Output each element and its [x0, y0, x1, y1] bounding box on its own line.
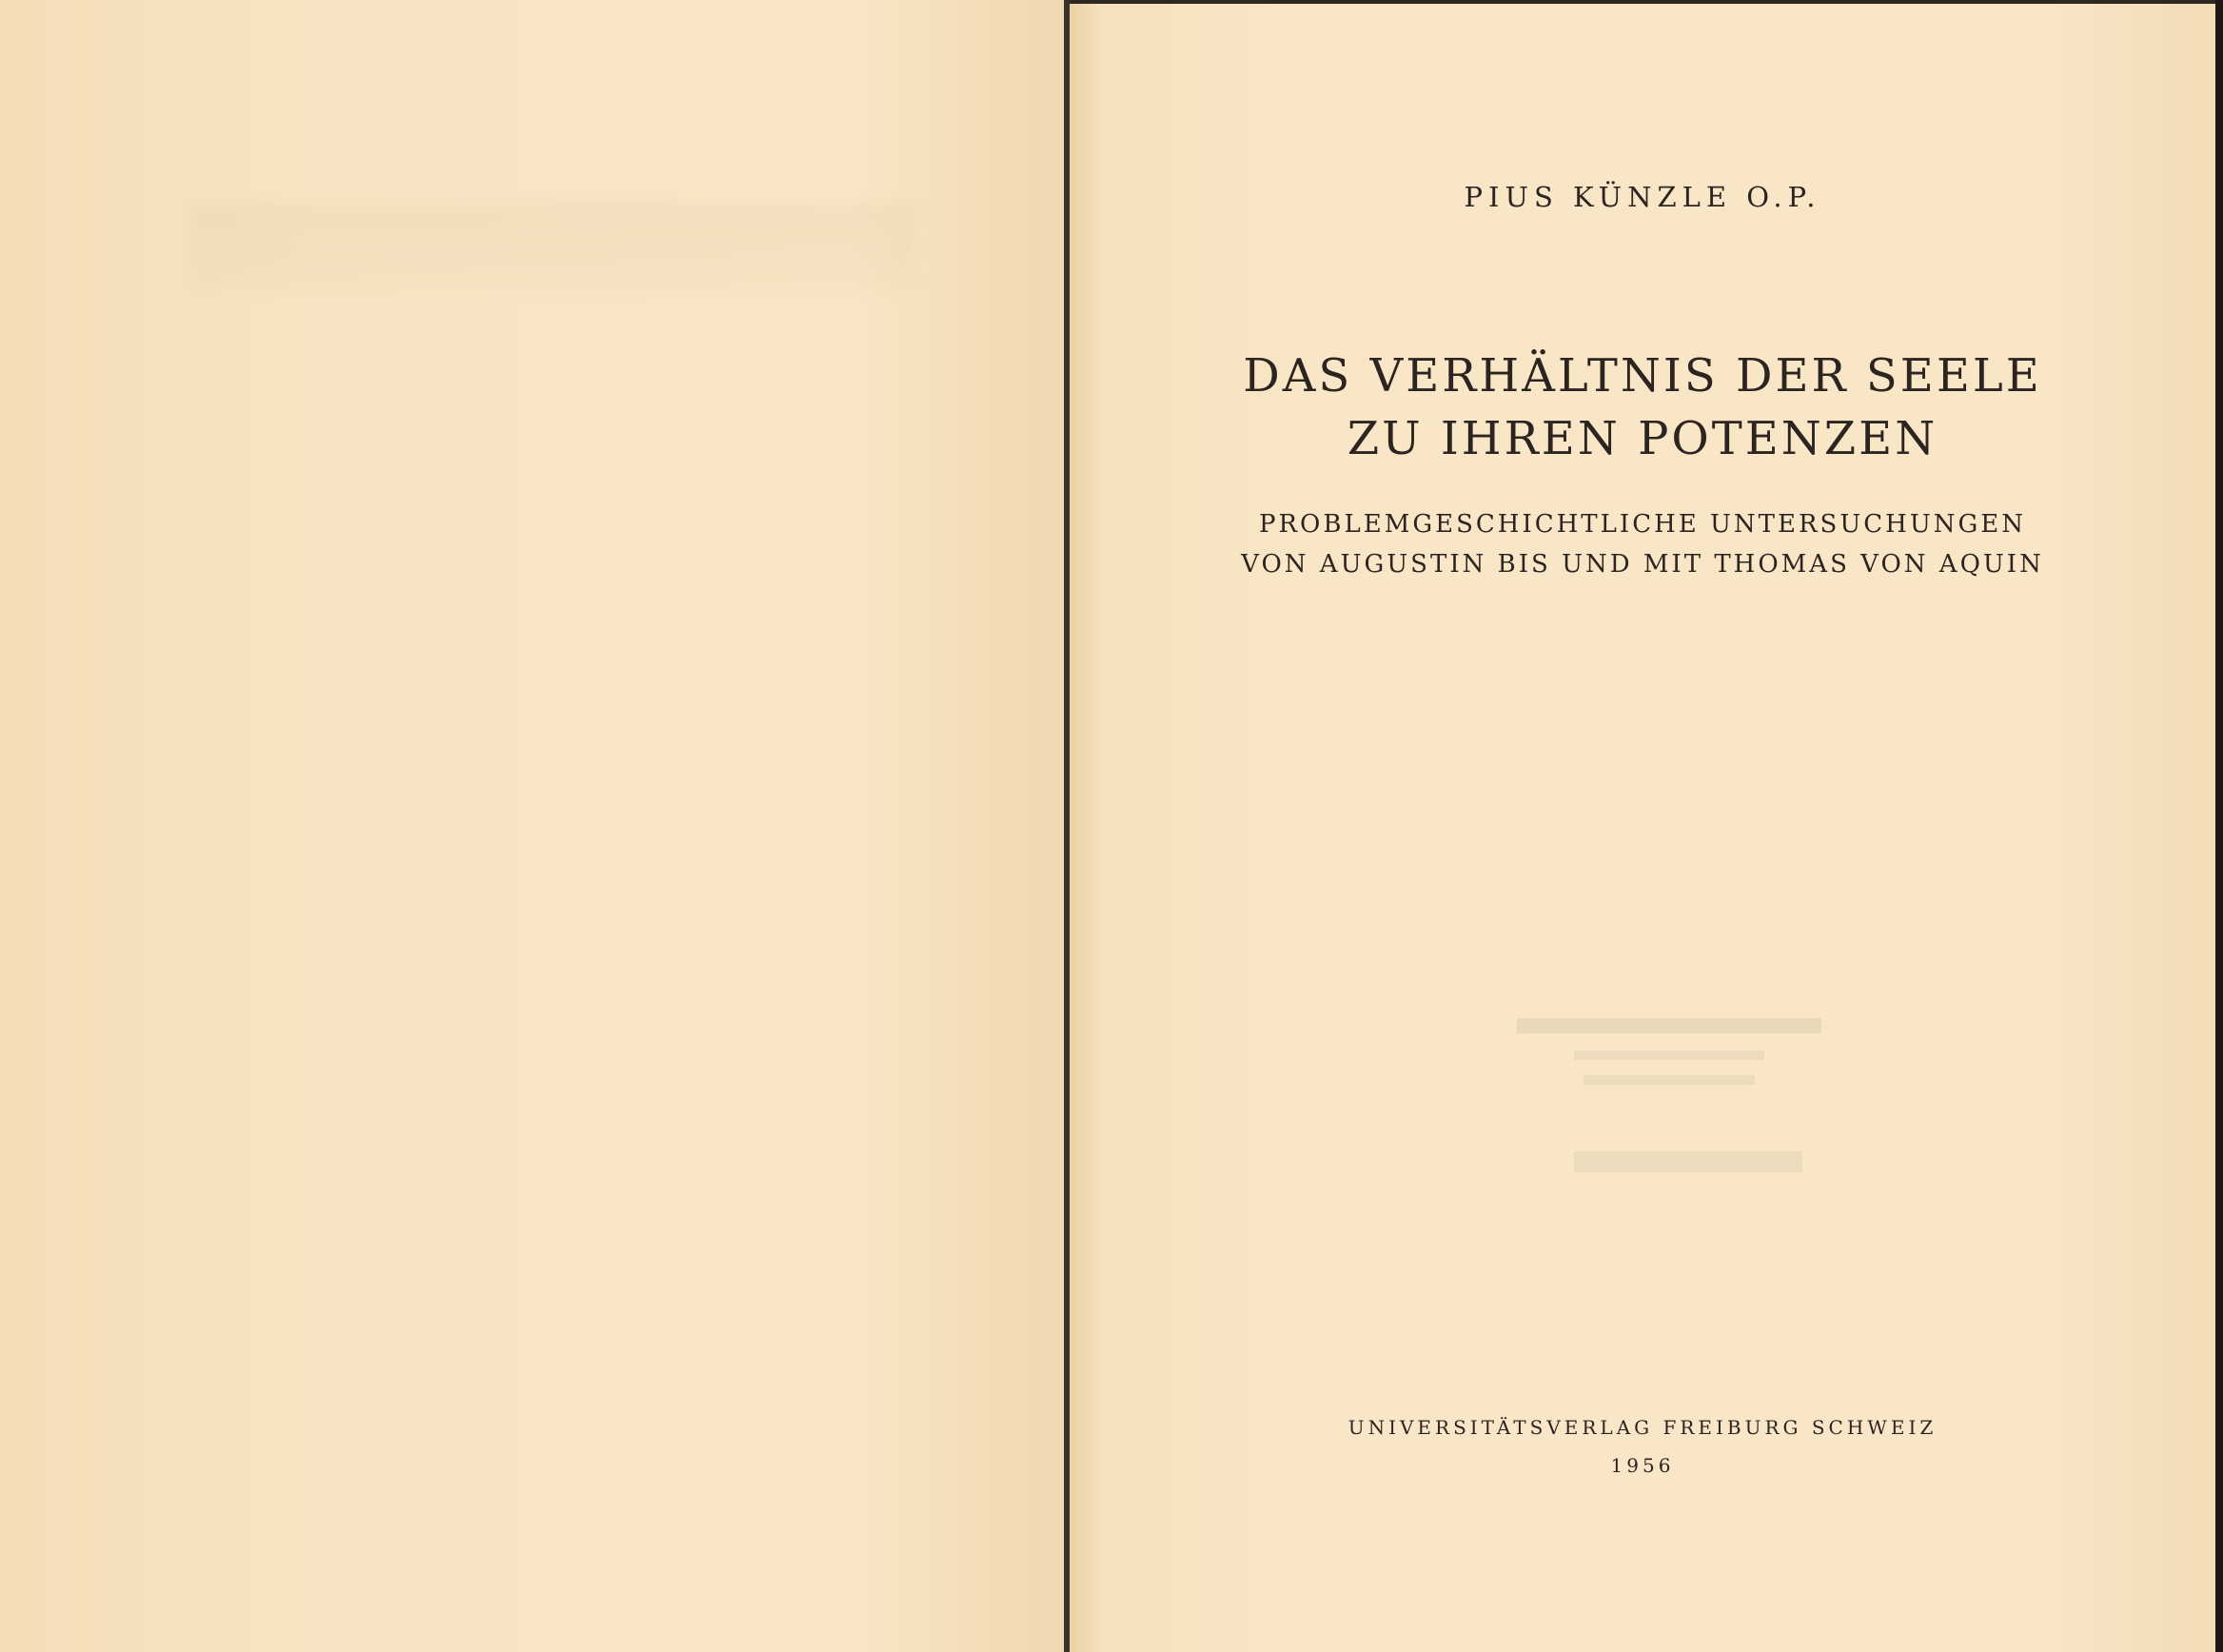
- publisher-block: [1070, 1408, 2215, 1485]
- page-top-edge: [1070, 0, 2223, 4]
- book-subtitle: [1070, 504, 2215, 584]
- stamp-graphic: [1384, 1009, 1955, 1237]
- show-through-text: [190, 205, 914, 290]
- publication-year: 1956: [1610, 1454, 1675, 1477]
- title-line-2: ZU IHREN POTENZEN: [1347, 412, 1938, 465]
- book-title: [1070, 344, 2215, 470]
- subtitle-line-2: VON AUGUSTIN BIS UND MIT THOMAS VON AQUIN: [1241, 550, 2044, 579]
- left-page-blank: [0, 0, 1064, 1652]
- page-right-edge: [2215, 0, 2223, 1652]
- title-line-1: DAS VERHÄLTNIS DER SEELE: [1243, 349, 2042, 403]
- title-page: [1070, 0, 2215, 1652]
- publisher-name: UNIVERSITÄTSVERLAG FREIBURG SCHWEIZ: [1348, 1416, 1938, 1439]
- faded-library-stamp: [1384, 1009, 1955, 1237]
- subtitle-line-1: PROBLEMGESCHICHTLICHE UNTERSUCHUNGEN: [1258, 510, 2027, 539]
- author-name: PIUS KÜNZLE O.P.: [1464, 181, 1821, 213]
